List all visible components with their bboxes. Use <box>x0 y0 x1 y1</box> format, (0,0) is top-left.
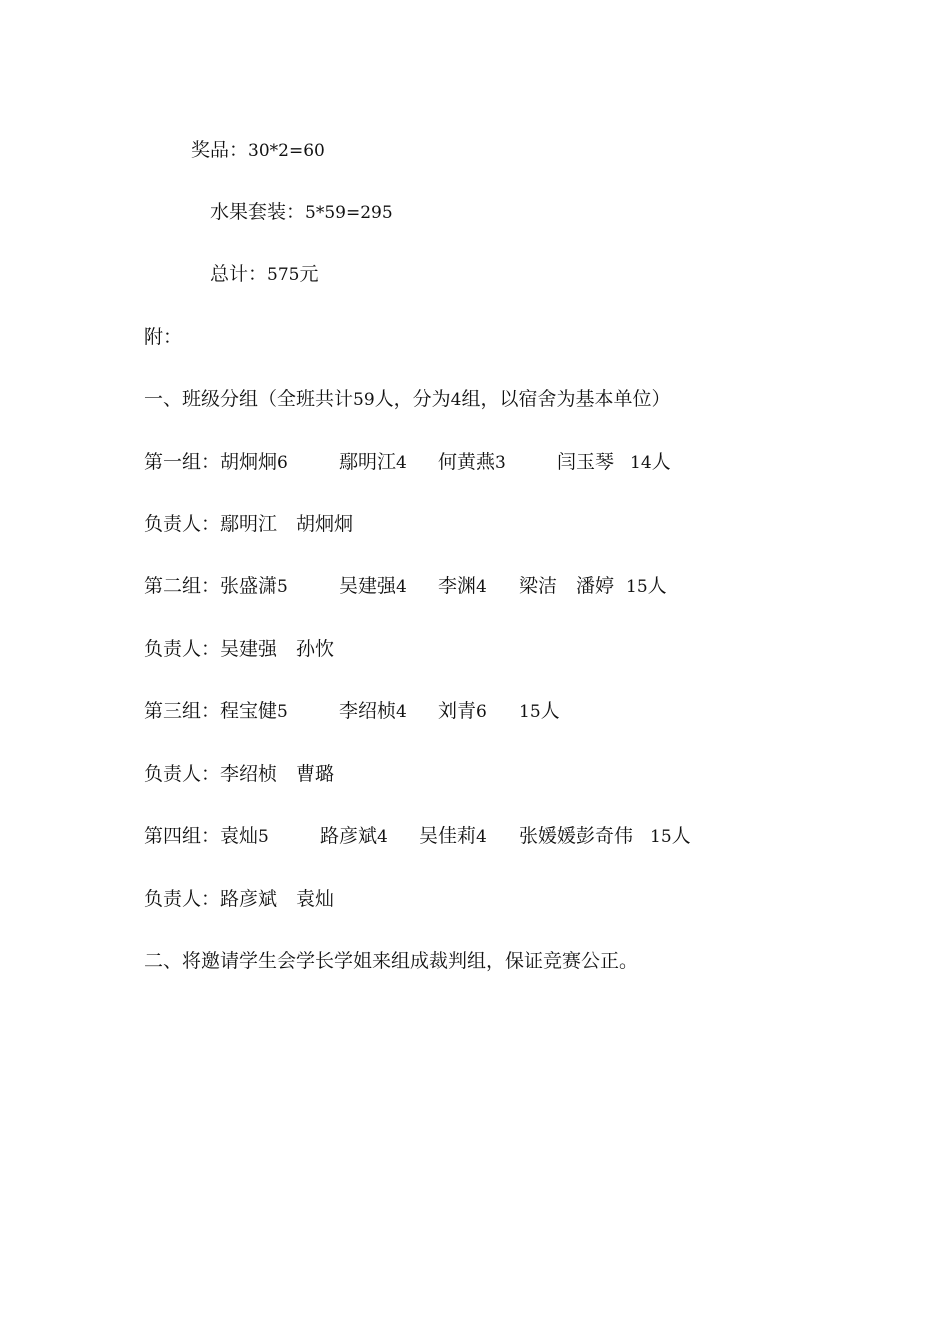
fruit-label: 水果套装： <box>210 201 306 223</box>
group1-label: 第一组： <box>144 451 221 473</box>
group2-member-3: 李渊4 <box>438 575 487 597</box>
group3-label: 第三组： <box>144 700 221 722</box>
group3-row <box>144 699 844 723</box>
group1-member-3: 何黄燕3 <box>438 451 506 473</box>
group3-leaders: 李绍桢 曹璐 <box>220 763 335 785</box>
group4-label: 第四组： <box>144 825 221 847</box>
total-line <box>210 262 318 286</box>
group1-leaders: 鄢明江 胡炯炯 <box>220 513 354 535</box>
section1-text-1: 一、班级分组（全班共计 <box>144 388 354 410</box>
fruit-value: 5*59=295 <box>305 203 393 223</box>
group1-leader-label: 负责人： <box>144 513 221 535</box>
group2-member-2: 吴建强4 <box>339 575 407 597</box>
fruit-line <box>210 200 393 224</box>
group4-leaders-row <box>144 887 334 911</box>
section1-text-2: 人，分为 <box>374 388 451 410</box>
group3-leaders-row <box>144 762 334 786</box>
section1-student-count: 59 <box>353 390 375 410</box>
section1-heading <box>144 387 671 411</box>
group2-label: 第二组： <box>144 575 221 597</box>
prize-label: 奖品： <box>191 139 249 161</box>
group2-member-4: 梁洁 潘婷 <box>519 575 615 597</box>
section1-text-3: 组，以宿舍为基本单位） <box>461 388 671 410</box>
group4-leader-label: 负责人： <box>144 888 221 910</box>
group3-member-1: 程宝健5 <box>220 700 288 722</box>
section1-group-count: 4 <box>450 390 462 410</box>
group4-member-1: 袁灿5 <box>220 825 269 847</box>
group1-member-1: 胡炯炯6 <box>220 451 288 473</box>
appendix-label <box>144 325 182 349</box>
total-label: 总计： <box>210 263 268 285</box>
prize-value: 30*2=60 <box>248 141 325 161</box>
group1-total: 14人 <box>630 451 671 473</box>
total-value: 575 <box>267 265 300 285</box>
appendix-text: 附： <box>144 326 183 348</box>
group4-member-4: 张媛媛彭奇伟 <box>519 825 634 847</box>
group4-member-2: 路彦斌4 <box>320 825 388 847</box>
group3-total: 15人 <box>519 700 560 722</box>
group1-leaders-row <box>144 512 353 536</box>
group4-member-3: 吴佳莉4 <box>419 825 487 847</box>
group4-row <box>144 824 844 848</box>
group2-member-1: 张盛潇5 <box>220 575 288 597</box>
group2-total: 15人 <box>626 575 667 597</box>
group1-member-4: 闫玉琴 <box>557 451 615 473</box>
group3-leader-label: 负责人： <box>144 763 221 785</box>
group2-row <box>144 574 844 598</box>
group3-member-3: 刘青6 <box>438 700 487 722</box>
group3-member-2: 李绍桢4 <box>339 700 407 722</box>
group2-leaders: 吴建强 孙忺 <box>220 638 335 660</box>
group2-leader-label: 负责人： <box>144 638 221 660</box>
group2-leaders-row <box>144 637 334 661</box>
group1-member-2: 鄢明江4 <box>339 451 407 473</box>
prize-line <box>191 138 325 162</box>
section2-text: 二、将邀请学生会学长学姐来组成裁判组，保证竞赛公正。 <box>144 950 639 972</box>
group4-total: 15人 <box>650 825 691 847</box>
group1-row <box>144 450 844 474</box>
group4-leaders: 路彦斌 袁灿 <box>220 888 335 910</box>
section2-line <box>144 949 638 973</box>
total-unit: 元 <box>299 263 319 285</box>
